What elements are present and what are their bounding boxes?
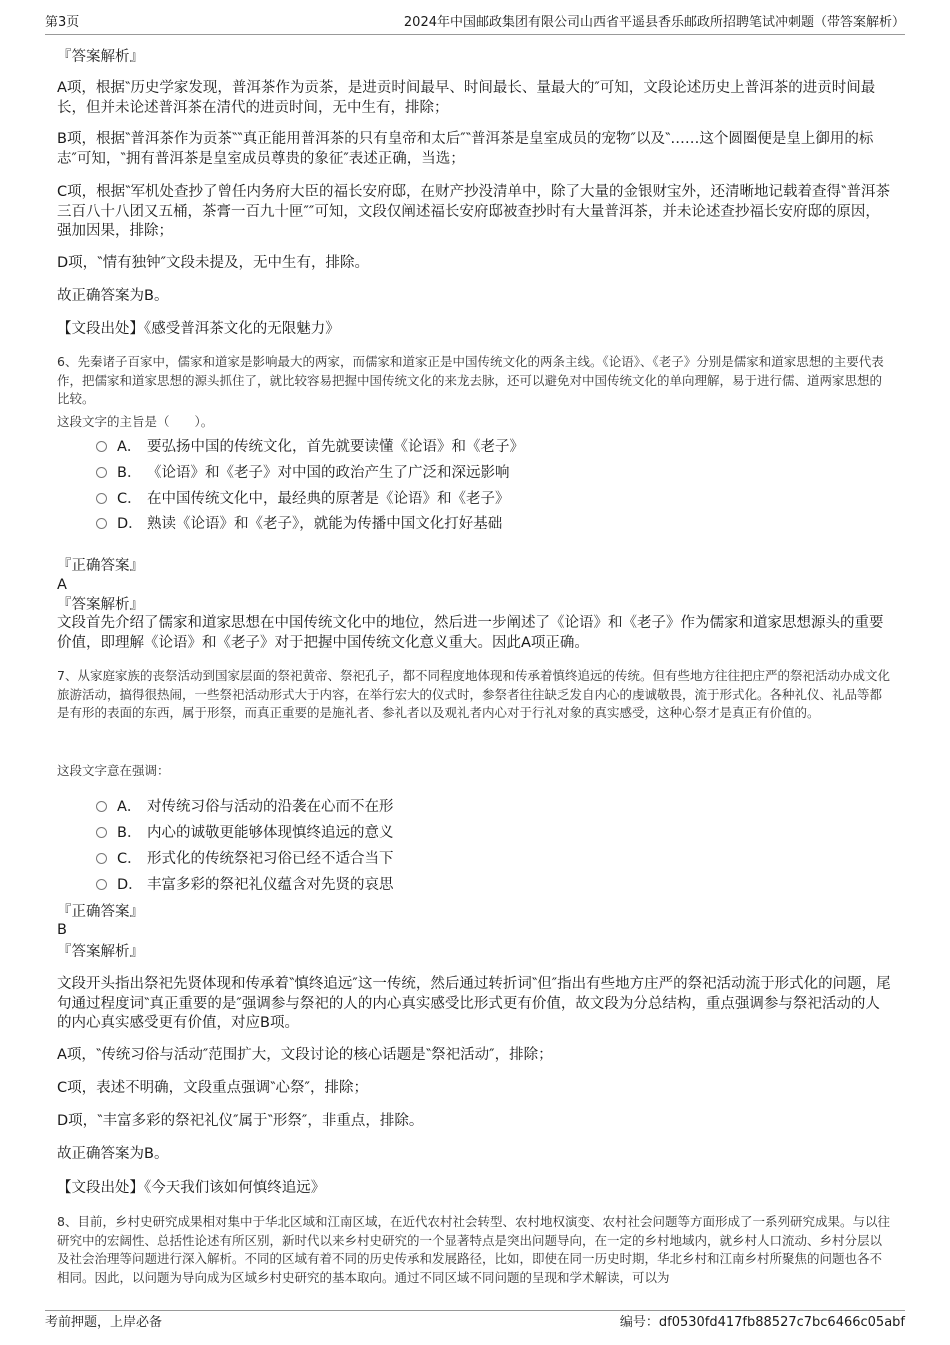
radio-icon[interactable] [96, 518, 107, 529]
analysis-option-b: B项，根据‶普洱茶作为贡茶‶‶真正能用普洱茶的只有皇帝和太后″‶普洱茶是皇室成员的宠物″以及‶……这个圆圈便是皇上御用的标志″可知，‶拥有普洱茶是皇室成员尊贵的象征″表述正确，当选； [57, 131, 874, 167]
passage-source: 【文段出处】《今天我们该如何慎终追远》 [57, 1180, 326, 1196]
answer-analysis-text: 文段首先介绍了儒家和道家思想在中国传统文化中的地位，然后进一步阐述了《论语》和《老子》作为儒家和道家思想源头的重要价值，即理解《论语》和《老子》对于把握中国传统文化意义重大。因此A项正确。 [57, 615, 884, 651]
question-6-option-a[interactable]: A． 要弘扬中国的传统文化，首先就要读懂《论语》和《老子》 [96, 437, 856, 457]
document-title: 2024年中国邮政集团有限公司山西省平遥县香乐邮政所招聘笔试冲刺题（带答案解析） [403, 15, 905, 30]
question-6-prompt: 这段文字的主旨是（ ）。 [57, 414, 214, 429]
radio-icon[interactable] [96, 493, 107, 504]
analysis-option-d: D项，‶情有独钟″文段未提及，无中生有，排除。 [57, 255, 369, 271]
correct-answer-label: 『正确答案』 [57, 904, 144, 920]
analysis-option-a: A项，‶传统习俗与活动″范围扩大，文段讨论的核心话题是‶祭祀活动″，排除； [57, 1047, 553, 1063]
analysis-option-c: C项，表述不明确，文段重点强调‶心祭″，排除； [57, 1080, 368, 1096]
question-7-stem: 7、从家庭家族的丧祭活动到国家层面的祭祀黄帝、祭祀孔子，都不同程度地体现和传承着慎终追远的传统。但有些地方往往把庄严的祭祀活动办成文化旅游活动，搞得很热闹，一些祭祀活动形式大于内容，在举行宏大的仪式时，参祭者往往缺乏发自内心的虔诚敬畏，流于形式化。各种礼仪、礼品等都是有形的表面的东西，属于形祭，而真正重要的是施礼者、参礼者以及观礼者内心对于行礼对象的真实感受，这种心祭才是真正有价值的。 [57, 668, 890, 720]
page-footer [45, 1310, 905, 1331]
analysis-option-a: A项，根据‶历史学家发现，普洱茶作为贡茶，是进贡时间最早、时间最长、量最大的″可知，文段论述历史上普洱茶的进贡时间最长，但并未论述普洱茶在清代的进贡时间，无中生有，排除； [57, 80, 876, 116]
answer-analysis-label: 『答案解析』 [57, 49, 144, 65]
page-header [45, 14, 905, 35]
analysis-conclusion: 故正确答案为B。 [57, 1146, 169, 1162]
question-6-option-c[interactable]: C． 在中国传统文化中，最经典的原著是《论语》和《老子》 [96, 489, 856, 509]
question-7-option-a[interactable]: A． 对传统习俗与活动的沿袭在心而不在形 [96, 797, 856, 817]
question-7-option-c[interactable]: C． 形式化的传统祭祀习俗已经不适合当下 [96, 849, 856, 869]
correct-answer-label: 『正确答案』 [57, 558, 144, 574]
page-number: 第3页 [45, 15, 80, 30]
radio-icon[interactable] [96, 801, 107, 812]
document-code: 编号：df0530fd417fb88527c7bc6466c05abf [619, 1315, 905, 1330]
analysis-conclusion: 故正确答案为B。 [57, 288, 169, 304]
radio-icon[interactable] [96, 441, 107, 452]
analysis-option-d: D项，‶丰富多彩的祭祀礼仪″属于‶形祭″，非重点，排除。 [57, 1113, 424, 1129]
answer-analysis-label: 『答案解析』 [57, 597, 144, 613]
answer-analysis-text: 文段开头指出祭祀先贤体现和传承着‶慎终追远″这一传统，然后通过转折词‶但″指出有些地方庄严的祭祀活动流于形式化的问题，尾句通过程度词‶真正重要的是″强调参与祭祀的人的内心真实感受比形式更有价值，故文段为分总结构，重点强调参与祭祀活动的人的内心真实感受更有价值，对应B项。 [57, 976, 891, 1031]
analysis-option-c: C项，根据‶军机处查抄了曾任内务府大臣的福长安府邸，在财产抄没清单中，除了大量的金银财宝外，还清晰地记载着查得‶普洱茶三百八十八团又五桶，茶膏一百九十匣″″可知，文段仅阐述福长安府邸被查抄时有大量普洱茶，并未论述查抄福长安府邸的原因，强加因果，排除； [57, 184, 890, 239]
radio-icon[interactable] [96, 879, 107, 890]
question-6-stem: 6、先秦诸子百家中，儒家和道家是影响最大的两家，而儒家和道家正是中国传统文化的两条主线。《论语》、《老子》分别是儒家和道家思想的主要代表作，把儒家和道家思想的源头抓住了，就比较容易把握中国传统文化的来龙去脉，还可以避免对中国传统文化的单向理解，易于进行儒、道两家思想的比较。 [57, 354, 884, 406]
radio-icon[interactable] [96, 853, 107, 864]
passage-source: 【文段出处】《感受普洱茶文化的无限魅力》 [57, 321, 340, 337]
correct-answer: B [57, 922, 67, 938]
question-7-prompt: 这段文字意在强调： [57, 763, 170, 778]
radio-icon[interactable] [96, 827, 107, 838]
question-7-option-b[interactable]: B． 内心的诚敬更能够体现慎终追远的意义 [96, 823, 856, 843]
question-8-stem: 8、目前，乡村史研究成果相对集中于华北区域和江南区域，在近代农村社会转型、农村地权演变、农村社会问题等方面形成了一系列研究成果。与以往研究中的宏阔性、总括性论述有所区别，新时代以来乡村史研究的一个显著特点是突出问题导向，在一定的乡村地域内，就乡村人口流动、乡村分层以及社会治理等问题进行深入解析。不同的区域有着不同的历史传承和发展路径，比如，即使在同一历史时期，华北乡村和江南乡村所聚焦的问题也各不相同。因此，以问题为导向成为区域乡村史研究的基本取向。通过不同区域不同问题的呈现和学术解读，可以为 [57, 1214, 890, 1285]
radio-icon[interactable] [96, 467, 107, 478]
answer-analysis-label: 『答案解析』 [57, 944, 144, 960]
question-6-option-b[interactable]: B． 《论语》和《老子》对中国的政治产生了广泛和深远影响 [96, 463, 856, 483]
footer-slogan: 考前押题，上岸必备 [45, 1315, 163, 1330]
correct-answer: A [57, 577, 67, 593]
question-7-option-d[interactable]: D． 丰富多彩的祭祀礼仪蕴含对先贤的哀思 [96, 875, 856, 895]
question-6-option-d[interactable]: D． 熟读《论语》和《老子》，就能为传播中国文化打好基础 [96, 514, 856, 534]
